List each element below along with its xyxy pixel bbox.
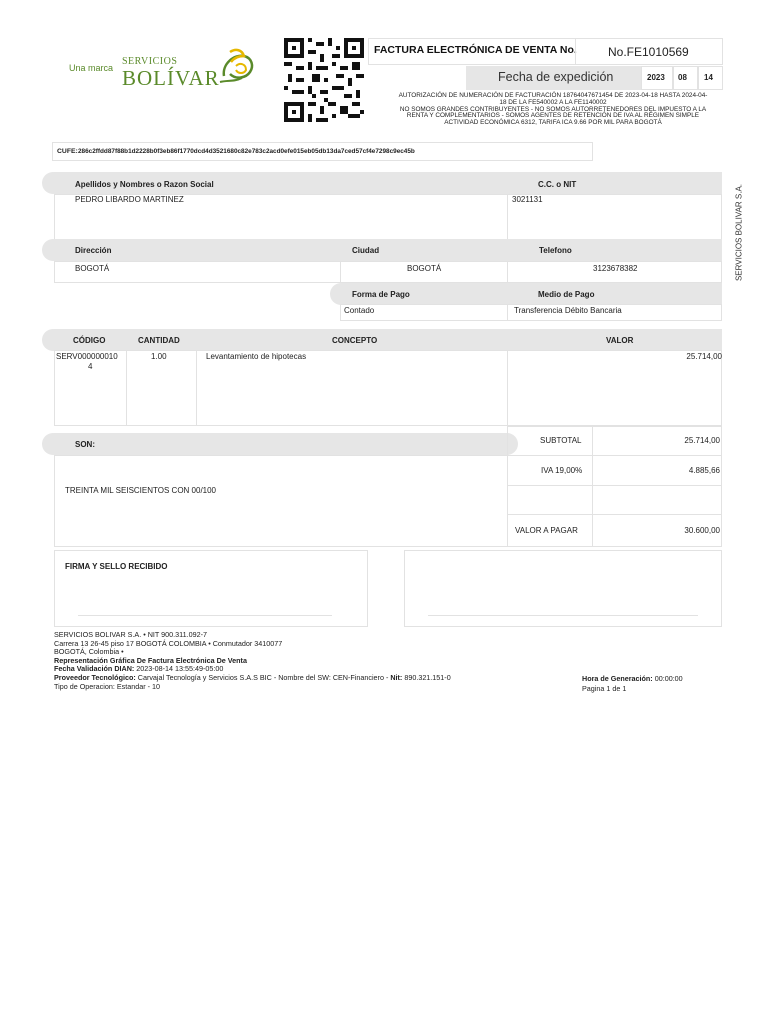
- client-name: PEDRO LIBARDO MARTINEZ: [75, 195, 184, 204]
- date-day: 14: [704, 73, 713, 82]
- total-value: 30.600,00: [684, 526, 720, 535]
- payment-method: Transferencia Débito Bancaria: [514, 306, 622, 315]
- cufe-value: 286c2ffdd87f88b1d2228b0f3eb86f1770dcd4d3521680c82e783c2acd0efe015eb05db13da7ced57cf4e7298c9ec45b: [78, 148, 415, 155]
- bolivar-text: BOLÍVAR: [122, 66, 220, 90]
- total-label: VALOR A PAGAR: [515, 526, 578, 535]
- city-label: Ciudad: [352, 246, 380, 255]
- page-number: Pagina 1 de 1: [582, 683, 627, 693]
- item-qty: 1.00: [151, 352, 167, 361]
- generation-time: [582, 674, 762, 684]
- authorization-line: RENTA Y COMPLEMENTARIOS - SOMOS AGENTES DE RETENCIÓN DE IVA AL RÉGIMEN SIMPLE: [406, 112, 700, 120]
- col-qty-header: CANTIDAD: [138, 336, 180, 345]
- bolivar-horse-icon: [216, 44, 258, 86]
- row-pill: [496, 329, 518, 351]
- col-divider: [507, 350, 508, 426]
- signature-label: FIRMA Y SELLO RECIBIDO: [65, 562, 168, 571]
- invoice-title: FACTURA ELECTRÓNICA DE VENTA No.: [374, 44, 577, 56]
- col-divider: [196, 350, 197, 426]
- totals-divider: [592, 426, 593, 547]
- client-phone: 3123678382: [593, 264, 638, 273]
- client-city: BOGOTÁ: [407, 264, 442, 273]
- footer-operation: Tipo de Operacion: Estandar - 10: [54, 681, 161, 691]
- una-marca-text: Una marca: [69, 63, 114, 73]
- address-label: Dirección: [75, 246, 112, 255]
- authorization-line: AUTORIZACIÓN DE NUMERACIÓN DE FACTURACIÓN 18764047671454 DE 2023-04-18 HASTA 2024-04-: [398, 92, 708, 99]
- footer-representation: Representación Gráfica De Factura Electrónica De Venta: [54, 655, 247, 665]
- item-concept: Levantamiento de hipotecas: [206, 352, 307, 361]
- subtotal-label: SUBTOTAL: [540, 436, 582, 445]
- stamp-line: [428, 615, 698, 616]
- client-address: BOGOTÁ: [75, 264, 110, 273]
- servicios-text: SERVICIOS: [122, 56, 178, 67]
- signature-line: [78, 615, 332, 616]
- footer-address: Carrera 13 26-45 piso 17 BOGOTÁ COLOMBIA • Conmutador 3410077: [54, 638, 283, 648]
- items-body: [54, 350, 722, 426]
- col-divider: [126, 350, 127, 426]
- footer-company: SERVICIOS BOLIVAR S.A. • NIT 900.311.092-7: [54, 630, 207, 639]
- validation-value: 2023-08-14 13:55:49-05:00: [136, 664, 224, 674]
- col-value-header: VALOR: [606, 336, 634, 345]
- footer-city: BOGOTÁ, Colombia •: [54, 647, 124, 657]
- name-label: Apellidos y Nombres o Razon Social: [75, 180, 214, 189]
- brand-logo: [66, 50, 266, 94]
- client-nit: 3021131: [512, 195, 543, 204]
- authorization-line: NO SOMOS GRANDES CONTRIBUYENTES - NO SOMOS AUTORRETENEDORES DEL IMPUESTO A LA: [399, 105, 707, 113]
- item-value: 25.714,00: [686, 352, 722, 361]
- payment-form: Contado: [344, 306, 375, 315]
- son-label: SON:: [75, 440, 95, 449]
- cufe-label: CUFE:: [57, 148, 78, 155]
- authorization-text: [378, 93, 728, 127]
- payment-method-label: Medio de Pago: [538, 290, 595, 299]
- authorization-line: 18 DE LA FE540002 A LA FE1140002: [499, 98, 607, 106]
- hora-value: 00:00:00: [654, 674, 683, 683]
- authorization-line: ACTIVIDAD ECONÓMICA 6312, TARIFA ICA 9.66 POR MIL PARA BOGOTÁ: [444, 119, 662, 127]
- qr-code: [284, 38, 364, 122]
- row-pill: [496, 239, 518, 261]
- subtotal-value: 25.714,00: [684, 436, 720, 445]
- row-pill: [496, 172, 518, 194]
- footer-right: [582, 674, 762, 693]
- totals-row-line: [507, 455, 722, 456]
- iva-label: IVA 19,00%: [541, 466, 583, 475]
- col-code-header: CÓDIGO: [73, 336, 106, 345]
- son-header-bar: [54, 433, 508, 455]
- validation-label: Fecha Validación DIAN:: [54, 664, 135, 674]
- fecha-label: Fecha de expedición: [498, 70, 614, 84]
- date-month: 08: [678, 73, 687, 82]
- provider-nit: 890.321.151-0: [404, 672, 451, 682]
- totals-row-line: [507, 514, 722, 515]
- payment-form-label: Forma de Pago: [352, 290, 410, 299]
- row-pill: [330, 239, 352, 261]
- provider-label: Proveedor Tecnológico:: [54, 672, 136, 682]
- provider-nit-label: Nit:: [390, 672, 403, 682]
- nit-label: C.C. o NIT: [538, 180, 577, 189]
- date-year: 2023: [647, 73, 665, 82]
- invoice-number: No.FE1010569: [608, 45, 689, 59]
- footer: [54, 631, 574, 691]
- phone-label: Telefono: [539, 246, 572, 255]
- side-company-text: SERVICIOS BOLIVAR S.A.: [734, 183, 744, 282]
- item-code: SERV000000010: [56, 352, 118, 361]
- iva-value: 4.885,66: [688, 466, 720, 475]
- totals-row-line: [507, 485, 722, 486]
- row-pill: [496, 283, 518, 305]
- hora-label: Hora de Generación:: [582, 674, 653, 683]
- son-body: [54, 455, 508, 547]
- son-text: TREINTA MIL SEISCIENTOS CON 00/100: [65, 486, 217, 495]
- provider-value: Carvajal Tecnología y Servicios S.A.S BIC - Nombre del SW: CEN-Financiero -: [137, 672, 389, 682]
- item-code-cont: 4: [88, 362, 93, 371]
- address-header-bar: [54, 239, 722, 261]
- col-concept-header: CONCEPTO: [332, 336, 378, 345]
